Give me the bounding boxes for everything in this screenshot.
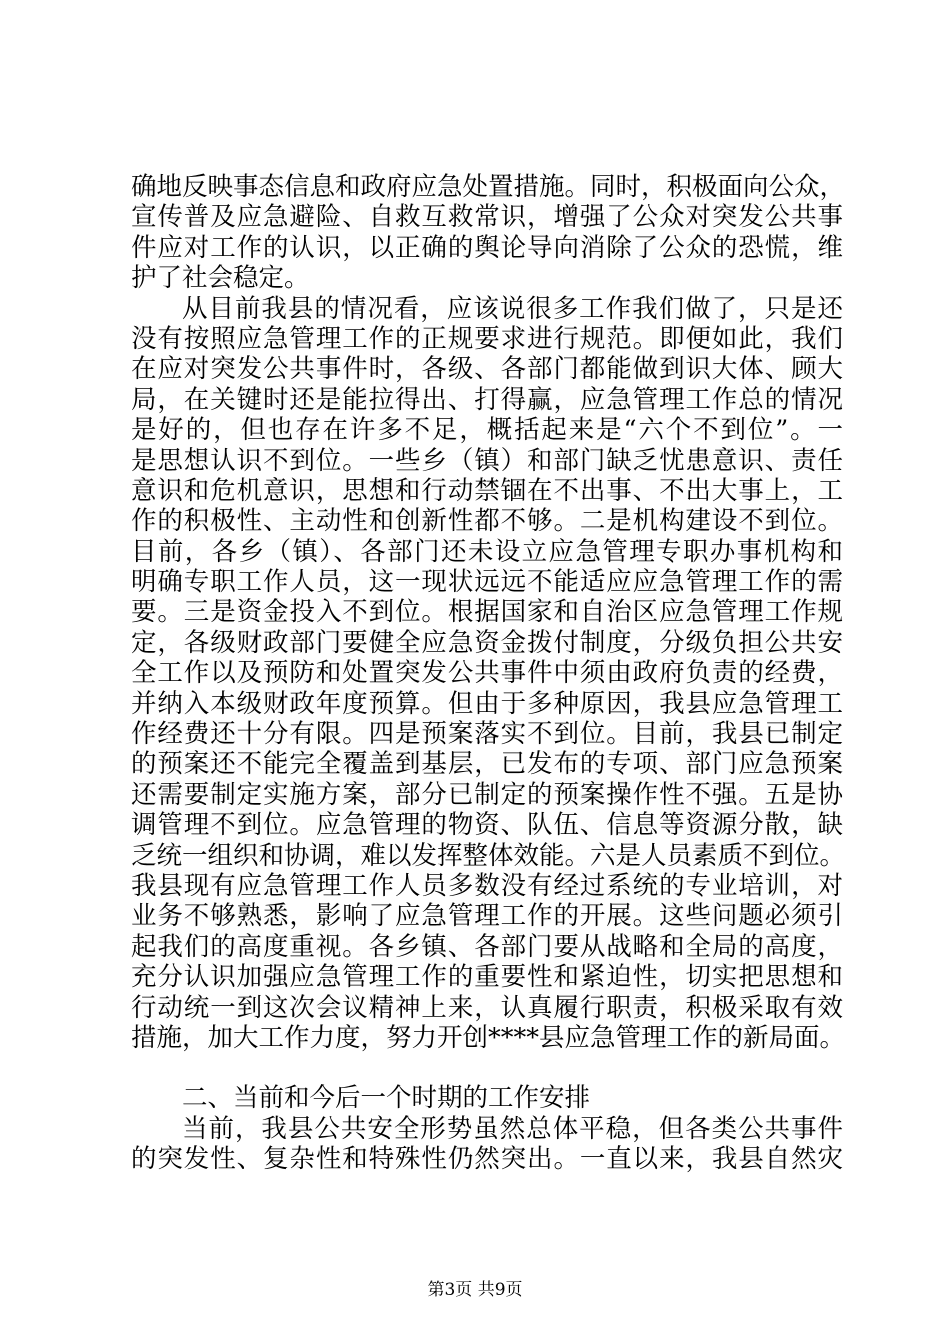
- text-line: 明确专职工作人员，这一现状远远不能适应应急管理工作的需: [131, 567, 843, 598]
- document-body: [131, 172, 846, 1175]
- text-line: 还需要制定实施方案，部分已制定的预案操作性不强。五是协: [131, 779, 843, 810]
- heading-line: 二、当前和今后一个时期的工作安排: [182, 1083, 591, 1114]
- text-line: 目前，各乡（镇）、各部门还未设立应急管理专职办事机构和: [131, 536, 843, 567]
- text-line: 并纳入本级财政年度预算。但由于多种原因，我县应急管理工: [131, 688, 843, 719]
- page-footer: 第3页 共9页: [427, 1280, 523, 1300]
- text-line: 乏统一组织和协调，难以发挥整体效能。六是人员素质不到位。: [131, 840, 846, 871]
- paragraph-spacer: [131, 1053, 843, 1083]
- text-line: 护了社会稳定。: [131, 263, 310, 294]
- text-line: 充分认识加强应急管理工作的重要性和紧迫性，切实把思想和: [131, 962, 843, 993]
- text-line: 局，在关键时还是能拉得出、打得赢，应急管理工作总的情况: [131, 384, 843, 415]
- text-line: 作经费还十分有限。四是预案落实不到位。目前，我县已制定: [131, 719, 843, 750]
- text-line: 是好的，但也存在许多不足，概括起来是“六个不到位”。一: [131, 415, 843, 446]
- text-line: 的预案还不能完全覆盖到基层，已发布的专项、部门应急预案: [131, 749, 843, 780]
- text-line: 从目前我县的情况看，应该说很多工作我们做了，只是还: [182, 293, 843, 324]
- paragraph-3: [131, 1114, 843, 1175]
- text-line: 意识和危机意识，思想和行动禁锢在不出事、不出大事上，工: [131, 475, 843, 506]
- text-line: 是思想认识不到位。一些乡（镇）和部门缺乏忧患意识、责任: [131, 445, 843, 476]
- text-line: 全工作以及预防和处置突发公共事件中须由政府负责的经费，: [131, 658, 843, 689]
- text-line: 起我们的高度重视。各乡镇、各部门要从战略和全局的高度，: [131, 931, 843, 962]
- text-line: 调管理不到位。应急管理的物资、队伍、信息等资源分散，缺: [131, 810, 843, 841]
- section-heading: [131, 1083, 843, 1113]
- text-line: 定，各级财政部门要健全应急资金拨付制度，分级负担公共安: [131, 627, 843, 658]
- text-line: 的突发性、复杂性和特殊性仍然突出。一直以来，我县自然灾: [131, 1144, 843, 1175]
- text-line: 没有按照应急管理工作的正规要求进行规范。即便如此，我们: [131, 323, 843, 354]
- text-line: 宣传普及应急避险、自救互救常识，增强了公众对突发公共事: [131, 202, 843, 233]
- text-line: 件应对工作的认识，以正确的舆论导向消除了公众的恐慌，维: [131, 232, 843, 263]
- text-line: 行动统一到这次会议精神上来，认真履行职责，积极采取有效: [131, 992, 843, 1023]
- text-line: 在应对突发公共事件时，各级、各部门都能做到识大体、顾大: [131, 354, 843, 385]
- text-line: 业务不够熟悉，影响了应急管理工作的开展。这些问题必须引: [131, 901, 843, 932]
- text-line: 当前，我县公共安全形势虽然总体平稳，但各类公共事件: [182, 1113, 843, 1144]
- paragraph-2: [131, 293, 846, 1054]
- text-line: 我县现有应急管理工作人员多数没有经过系统的专业培训，对: [131, 870, 843, 901]
- text-line: 措施，加大工作力度，努力开创****县应急管理工作的新局面。: [131, 1022, 846, 1053]
- text-line: 确地反映事态信息和政府应急处置措施。同时，积极面向公众，: [131, 172, 846, 202]
- text-line: 要。三是资金投入不到位。根据国家和自治区应急管理工作规: [131, 597, 843, 628]
- text-line: 作的积极性、主动性和创新性都不够。二是机构建设不到位。: [131, 506, 843, 537]
- paragraph-1: [131, 172, 846, 294]
